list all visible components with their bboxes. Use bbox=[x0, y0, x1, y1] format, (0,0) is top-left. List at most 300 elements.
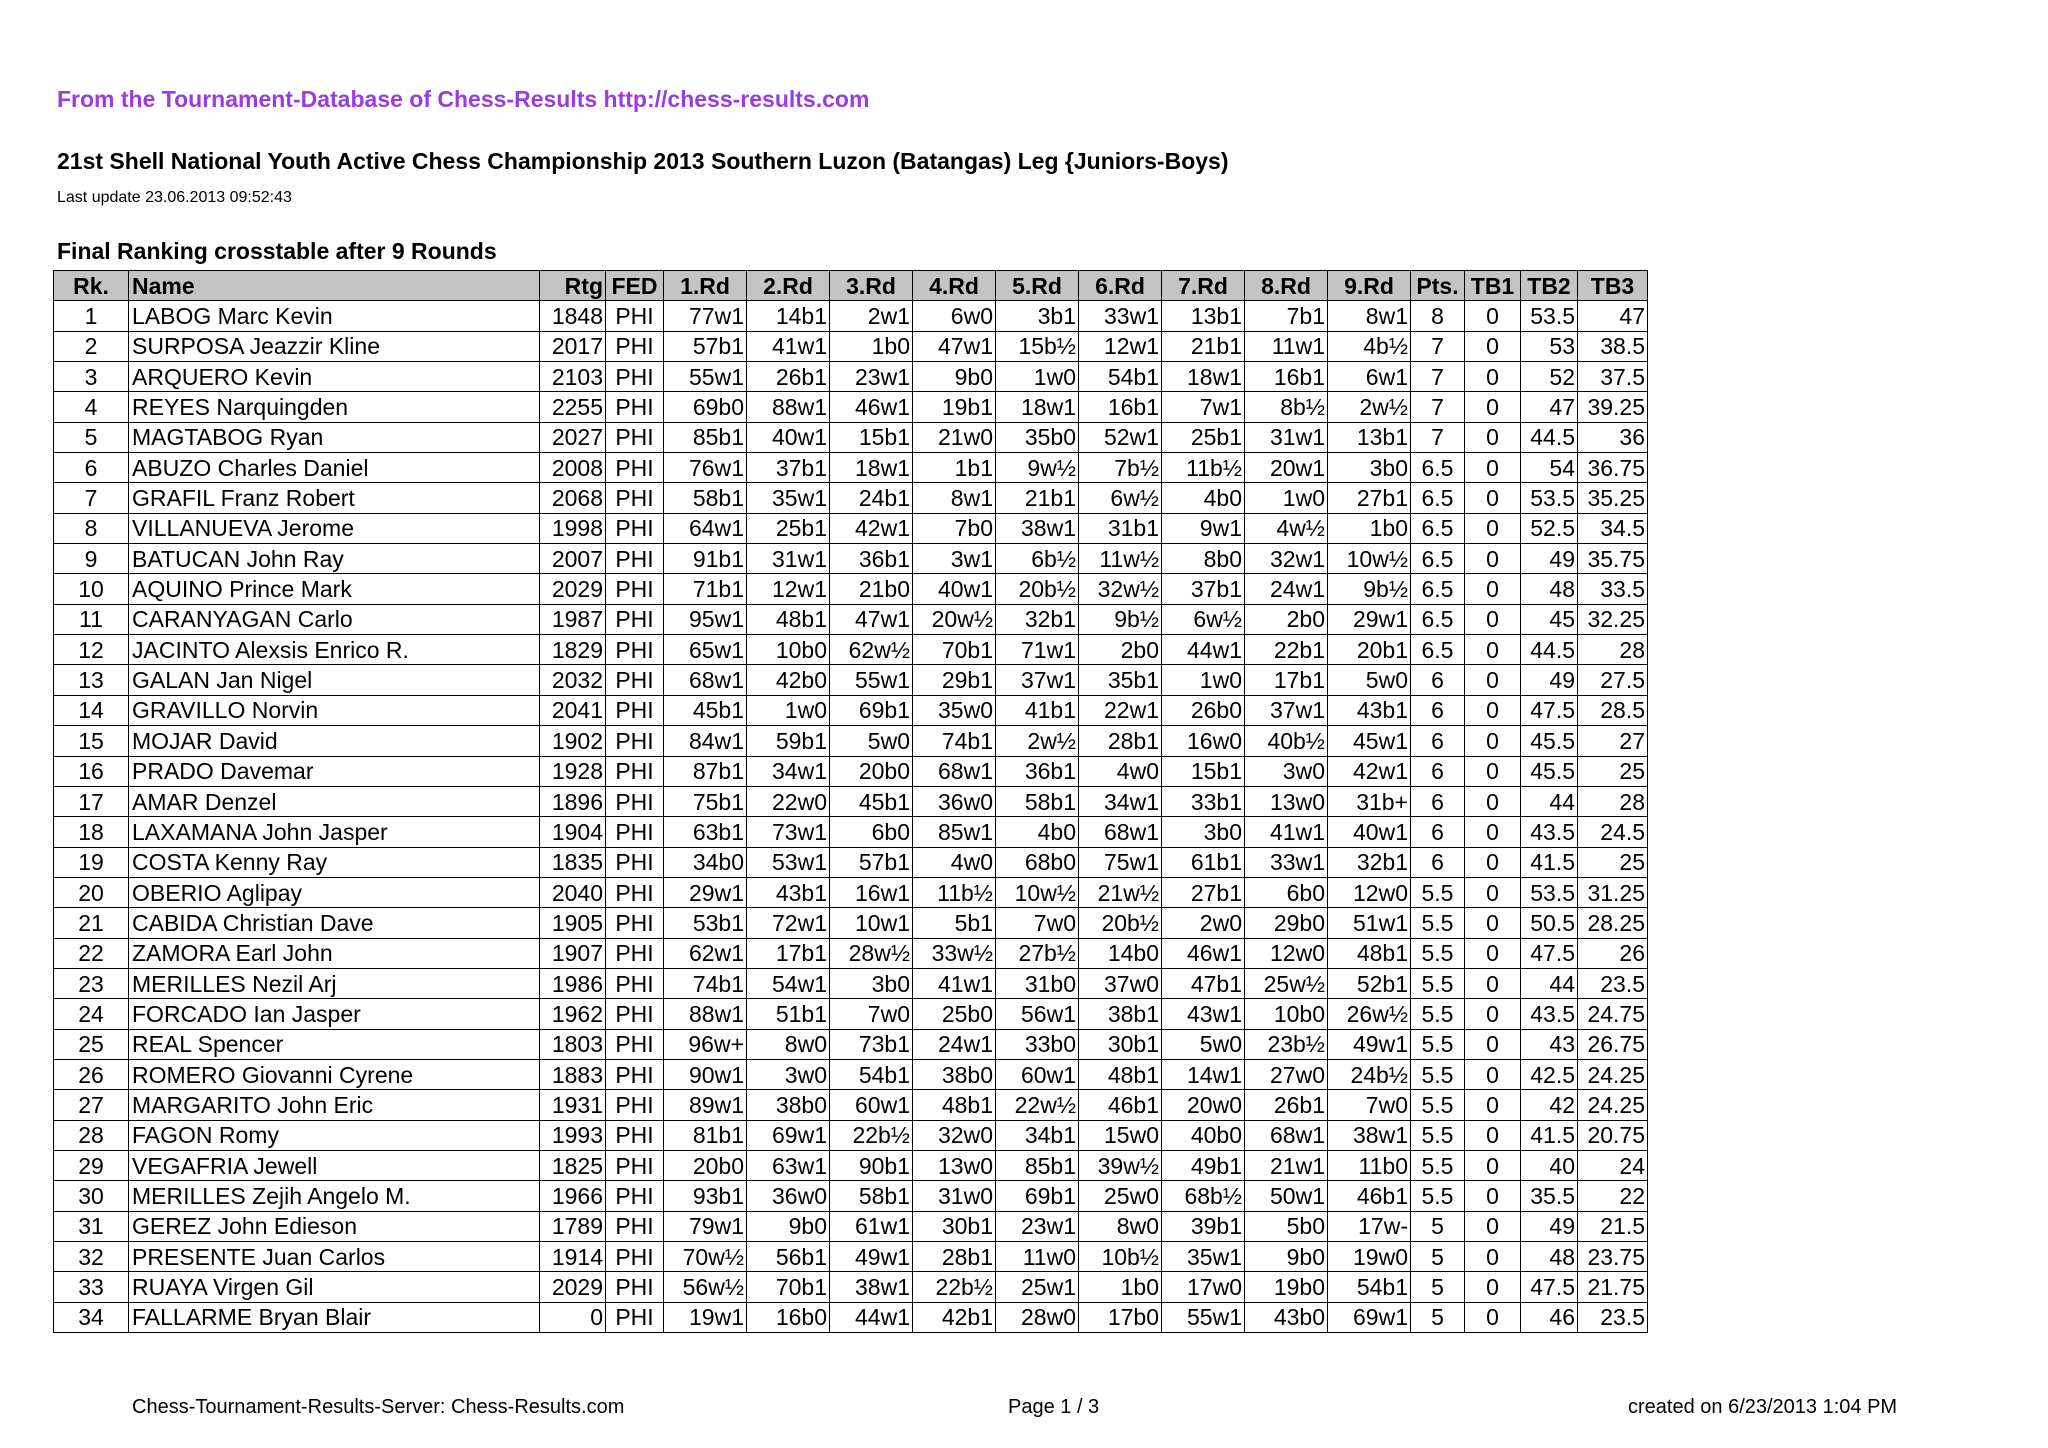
cell-round-5: 15b½ bbox=[996, 331, 1079, 361]
cell-round-2: 70b1 bbox=[747, 1272, 830, 1302]
cell-round-9: 26w½ bbox=[1328, 999, 1411, 1029]
last-update: Last update 23.06.2013 09:52:43 bbox=[57, 189, 292, 206]
cell-rank: 2 bbox=[54, 331, 129, 361]
cell-round-2: 26b1 bbox=[747, 362, 830, 392]
cell-federation: PHI bbox=[606, 756, 664, 786]
cell-federation: PHI bbox=[606, 1120, 664, 1150]
cell-round-9: 24b½ bbox=[1328, 1059, 1411, 1089]
cell-round-3: 60w1 bbox=[830, 1090, 913, 1120]
cell-tb2: 53 bbox=[1521, 331, 1578, 361]
cell-federation: PHI bbox=[606, 392, 664, 422]
cell-tb2: 53.5 bbox=[1521, 483, 1578, 513]
cell-tb2: 40 bbox=[1521, 1150, 1578, 1180]
cell-round-8: 40b½ bbox=[1245, 726, 1328, 756]
cell-tb1: 0 bbox=[1465, 1302, 1521, 1332]
cell-round-9: 13b1 bbox=[1328, 422, 1411, 452]
cell-round-5: 35b0 bbox=[996, 422, 1079, 452]
cell-round-3: 3b0 bbox=[830, 968, 913, 998]
table-row bbox=[54, 1181, 1648, 1211]
cell-round-8: 29b0 bbox=[1245, 908, 1328, 938]
cell-round-6: 14b0 bbox=[1079, 938, 1162, 968]
cell-round-2: 72w1 bbox=[747, 908, 830, 938]
footer-server: Chess-Tournament-Results-Server: Chess-Results.com bbox=[132, 1396, 625, 1418]
cell-name: GALAN Jan Nigel bbox=[129, 665, 540, 695]
cell-round-9: 38w1 bbox=[1328, 1120, 1411, 1150]
table-row bbox=[54, 665, 1648, 695]
cell-round-4: 40w1 bbox=[913, 574, 996, 604]
cell-round-4: 74b1 bbox=[913, 726, 996, 756]
cell-round-1: 93b1 bbox=[664, 1181, 747, 1211]
cell-round-3: 10w1 bbox=[830, 908, 913, 938]
cell-name: RUAYA Virgen Gil bbox=[129, 1272, 540, 1302]
cell-rating: 2103 bbox=[540, 362, 606, 392]
cell-rating: 1883 bbox=[540, 1059, 606, 1089]
cell-round-2: 42b0 bbox=[747, 665, 830, 695]
cell-round-6: 32w½ bbox=[1079, 574, 1162, 604]
cell-rating: 2068 bbox=[540, 483, 606, 513]
cell-rank: 9 bbox=[54, 544, 129, 574]
table-row bbox=[54, 483, 1648, 513]
cell-rating: 2029 bbox=[540, 1272, 606, 1302]
table-row bbox=[54, 1059, 1648, 1089]
table-row bbox=[54, 1272, 1648, 1302]
cell-round-4: 1b1 bbox=[913, 453, 996, 483]
cell-rating: 1904 bbox=[540, 817, 606, 847]
cell-name: PRESENTE Juan Carlos bbox=[129, 1242, 540, 1272]
cell-tb3: 37.5 bbox=[1578, 362, 1648, 392]
cell-round-9: 54b1 bbox=[1328, 1272, 1411, 1302]
cell-points: 5.5 bbox=[1411, 938, 1465, 968]
cell-round-1: 53b1 bbox=[664, 908, 747, 938]
cell-round-4: 48b1 bbox=[913, 1090, 996, 1120]
cell-round-9: 46b1 bbox=[1328, 1181, 1411, 1211]
cell-rating: 2255 bbox=[540, 392, 606, 422]
cell-tb3: 21.75 bbox=[1578, 1272, 1648, 1302]
cell-round-8: 50w1 bbox=[1245, 1181, 1328, 1211]
cell-tb2: 45 bbox=[1521, 604, 1578, 634]
cell-tb2: 46 bbox=[1521, 1302, 1578, 1332]
table-row bbox=[54, 331, 1648, 361]
cell-rank: 31 bbox=[54, 1211, 129, 1241]
cell-round-5: 4b0 bbox=[996, 817, 1079, 847]
cell-tb1: 0 bbox=[1465, 301, 1521, 331]
cell-tb3: 47 bbox=[1578, 301, 1648, 331]
cell-tb1: 0 bbox=[1465, 1211, 1521, 1241]
cell-round-6: 12w1 bbox=[1079, 331, 1162, 361]
cell-round-6: 21w½ bbox=[1079, 877, 1162, 907]
footer-created-date: created on 6/23/2013 1:04 PM bbox=[1628, 1396, 1898, 1418]
column-header-points: Pts. bbox=[1411, 271, 1465, 301]
cell-round-2: 48b1 bbox=[747, 604, 830, 634]
cell-rank: 4 bbox=[54, 392, 129, 422]
cell-tb3: 26.75 bbox=[1578, 1029, 1648, 1059]
column-header-tb3: TB3 bbox=[1578, 271, 1648, 301]
cell-round-8: 23b½ bbox=[1245, 1029, 1328, 1059]
footer-page-number: Page 1 / 3 bbox=[1008, 1396, 1100, 1418]
cell-round-2: 36w0 bbox=[747, 1181, 830, 1211]
cell-round-1: 81b1 bbox=[664, 1120, 747, 1150]
cell-federation: PHI bbox=[606, 1150, 664, 1180]
column-header-name: Name bbox=[129, 271, 540, 301]
cell-tb3: 32.25 bbox=[1578, 604, 1648, 634]
cell-federation: PHI bbox=[606, 938, 664, 968]
cell-rank: 19 bbox=[54, 847, 129, 877]
cell-rank: 30 bbox=[54, 1181, 129, 1211]
cell-round-9: 51w1 bbox=[1328, 908, 1411, 938]
cell-rank: 18 bbox=[54, 817, 129, 847]
cell-round-3: 73b1 bbox=[830, 1029, 913, 1059]
cell-round-7: 1w0 bbox=[1162, 665, 1245, 695]
cell-federation: PHI bbox=[606, 483, 664, 513]
table-row bbox=[54, 786, 1648, 816]
cell-round-5: 6b½ bbox=[996, 544, 1079, 574]
cell-round-9: 43b1 bbox=[1328, 695, 1411, 725]
cell-name: AQUINO Prince Mark bbox=[129, 574, 540, 604]
cell-points: 5.5 bbox=[1411, 1059, 1465, 1089]
cell-round-7: 11b½ bbox=[1162, 453, 1245, 483]
cell-round-2: 43b1 bbox=[747, 877, 830, 907]
cell-tb2: 42.5 bbox=[1521, 1059, 1578, 1089]
cell-tb3: 23.5 bbox=[1578, 1302, 1648, 1332]
cell-federation: PHI bbox=[606, 301, 664, 331]
cell-points: 6 bbox=[1411, 847, 1465, 877]
cell-round-4: 5b1 bbox=[913, 908, 996, 938]
cell-rating: 2007 bbox=[540, 544, 606, 574]
cell-round-1: 55w1 bbox=[664, 362, 747, 392]
cell-name: MERILLES Nezil Arj bbox=[129, 968, 540, 998]
cell-tb1: 0 bbox=[1465, 847, 1521, 877]
cell-tb2: 50.5 bbox=[1521, 908, 1578, 938]
cell-round-1: 89w1 bbox=[664, 1090, 747, 1120]
cell-round-5: 27b½ bbox=[996, 938, 1079, 968]
cell-round-5: 33b0 bbox=[996, 1029, 1079, 1059]
column-header-federation: FED bbox=[606, 271, 664, 301]
column-header-round-6: 6.Rd bbox=[1079, 271, 1162, 301]
cell-round-8: 11w1 bbox=[1245, 331, 1328, 361]
cell-round-9: 7w0 bbox=[1328, 1090, 1411, 1120]
cell-round-8: 2b0 bbox=[1245, 604, 1328, 634]
cell-round-7: 33b1 bbox=[1162, 786, 1245, 816]
cell-round-9: 9b½ bbox=[1328, 574, 1411, 604]
cell-name: GRAFIL Franz Robert bbox=[129, 483, 540, 513]
cell-round-6: 8w0 bbox=[1079, 1211, 1162, 1241]
cell-round-3: 24b1 bbox=[830, 483, 913, 513]
cell-round-6: 52w1 bbox=[1079, 422, 1162, 452]
table-row bbox=[54, 392, 1648, 422]
cell-round-9: 4b½ bbox=[1328, 331, 1411, 361]
cell-round-6: 9b½ bbox=[1079, 604, 1162, 634]
cell-name: REAL Spencer bbox=[129, 1029, 540, 1059]
cell-tb3: 28.5 bbox=[1578, 695, 1648, 725]
cell-tb1: 0 bbox=[1465, 817, 1521, 847]
cell-tb2: 45.5 bbox=[1521, 726, 1578, 756]
cell-tb1: 0 bbox=[1465, 756, 1521, 786]
cell-rank: 12 bbox=[54, 635, 129, 665]
cell-round-4: 29b1 bbox=[913, 665, 996, 695]
cell-round-3: 6b0 bbox=[830, 817, 913, 847]
cell-tb2: 52 bbox=[1521, 362, 1578, 392]
cell-round-2: 53w1 bbox=[747, 847, 830, 877]
cell-tb1: 0 bbox=[1465, 1242, 1521, 1272]
cell-name: FORCADO Ian Jasper bbox=[129, 999, 540, 1029]
cell-rating: 1803 bbox=[540, 1029, 606, 1059]
cell-name: FALLARME Bryan Blair bbox=[129, 1302, 540, 1332]
cell-round-7: 7w1 bbox=[1162, 392, 1245, 422]
cell-name: ZAMORA Earl John bbox=[129, 938, 540, 968]
cell-rank: 24 bbox=[54, 999, 129, 1029]
table-row bbox=[54, 574, 1648, 604]
table-row bbox=[54, 362, 1648, 392]
cell-federation: PHI bbox=[606, 786, 664, 816]
cell-round-3: 36b1 bbox=[830, 544, 913, 574]
cell-tb3: 24.25 bbox=[1578, 1090, 1648, 1120]
cell-federation: PHI bbox=[606, 362, 664, 392]
cell-round-7: 8b0 bbox=[1162, 544, 1245, 574]
cell-round-2: 12w1 bbox=[747, 574, 830, 604]
cell-round-5: 21b1 bbox=[996, 483, 1079, 513]
cell-name: MOJAR David bbox=[129, 726, 540, 756]
cell-points: 5.5 bbox=[1411, 1120, 1465, 1150]
column-header-round-5: 5.Rd bbox=[996, 271, 1079, 301]
cell-rating: 2027 bbox=[540, 422, 606, 452]
cell-round-5: 25w1 bbox=[996, 1272, 1079, 1302]
cell-round-8: 37w1 bbox=[1245, 695, 1328, 725]
table-row bbox=[54, 847, 1648, 877]
cell-tb3: 24.25 bbox=[1578, 1059, 1648, 1089]
cell-round-5: 60w1 bbox=[996, 1059, 1079, 1089]
cell-rank: 23 bbox=[54, 968, 129, 998]
cell-rating: 1907 bbox=[540, 938, 606, 968]
cell-round-6: 20b½ bbox=[1079, 908, 1162, 938]
cell-tb1: 0 bbox=[1465, 877, 1521, 907]
cell-tb2: 47.5 bbox=[1521, 695, 1578, 725]
cell-round-5: 58b1 bbox=[996, 786, 1079, 816]
cell-tb1: 0 bbox=[1465, 665, 1521, 695]
table-row bbox=[54, 817, 1648, 847]
column-header-round-8: 8.Rd bbox=[1245, 271, 1328, 301]
cell-points: 5.5 bbox=[1411, 1090, 1465, 1120]
cell-tb1: 0 bbox=[1465, 695, 1521, 725]
cell-round-8: 68w1 bbox=[1245, 1120, 1328, 1150]
cell-federation: PHI bbox=[606, 544, 664, 574]
cell-round-8: 24w1 bbox=[1245, 574, 1328, 604]
cell-tb3: 33.5 bbox=[1578, 574, 1648, 604]
cell-round-9: 3b0 bbox=[1328, 453, 1411, 483]
cell-round-8: 8b½ bbox=[1245, 392, 1328, 422]
cell-round-6: 4w0 bbox=[1079, 756, 1162, 786]
cell-round-2: 35w1 bbox=[747, 483, 830, 513]
cell-name: MERILLES Zejih Angelo M. bbox=[129, 1181, 540, 1211]
cell-round-1: 76w1 bbox=[664, 453, 747, 483]
cell-round-8: 31w1 bbox=[1245, 422, 1328, 452]
cell-federation: PHI bbox=[606, 1181, 664, 1211]
cell-name: AMAR Denzel bbox=[129, 786, 540, 816]
cell-points: 6 bbox=[1411, 817, 1465, 847]
cell-rating: 1789 bbox=[540, 1211, 606, 1241]
cell-round-5: 31b0 bbox=[996, 968, 1079, 998]
cell-points: 6.5 bbox=[1411, 604, 1465, 634]
cell-round-3: 42w1 bbox=[830, 513, 913, 543]
cell-name: GEREZ John Edieson bbox=[129, 1211, 540, 1241]
header-row bbox=[54, 271, 1648, 301]
cell-round-3: 58b1 bbox=[830, 1181, 913, 1211]
cell-tb3: 25 bbox=[1578, 756, 1648, 786]
cell-tb1: 0 bbox=[1465, 1181, 1521, 1211]
cell-round-7: 68b½ bbox=[1162, 1181, 1245, 1211]
cell-round-4: 24w1 bbox=[913, 1029, 996, 1059]
cell-tb2: 45.5 bbox=[1521, 756, 1578, 786]
cell-round-7: 9w1 bbox=[1162, 513, 1245, 543]
cell-federation: PHI bbox=[606, 1059, 664, 1089]
cell-rank: 5 bbox=[54, 422, 129, 452]
cell-round-2: 9b0 bbox=[747, 1211, 830, 1241]
cell-round-8: 3w0 bbox=[1245, 756, 1328, 786]
cell-federation: PHI bbox=[606, 665, 664, 695]
cell-rating: 1825 bbox=[540, 1150, 606, 1180]
cell-round-3: 47w1 bbox=[830, 604, 913, 634]
cell-round-8: 43b0 bbox=[1245, 1302, 1328, 1332]
cell-round-1: 65w1 bbox=[664, 635, 747, 665]
cell-round-8: 7b1 bbox=[1245, 301, 1328, 331]
cell-tb2: 41.5 bbox=[1521, 847, 1578, 877]
table-row bbox=[54, 968, 1648, 998]
cell-tb2: 44.5 bbox=[1521, 635, 1578, 665]
cell-tb3: 38.5 bbox=[1578, 331, 1648, 361]
cell-round-8: 21w1 bbox=[1245, 1150, 1328, 1180]
cell-round-1: 90w1 bbox=[664, 1059, 747, 1089]
cell-rating: 1931 bbox=[540, 1090, 606, 1120]
cell-rank: 15 bbox=[54, 726, 129, 756]
column-header-tb2: TB2 bbox=[1521, 271, 1578, 301]
cell-round-6: 35b1 bbox=[1079, 665, 1162, 695]
cell-round-8: 13w0 bbox=[1245, 786, 1328, 816]
cell-name: REYES Narquingden bbox=[129, 392, 540, 422]
cell-tb1: 0 bbox=[1465, 422, 1521, 452]
cell-tb3: 34.5 bbox=[1578, 513, 1648, 543]
cell-round-5: 32b1 bbox=[996, 604, 1079, 634]
cell-round-3: 49w1 bbox=[830, 1242, 913, 1272]
cell-rating: 1962 bbox=[540, 999, 606, 1029]
cell-name: MARGARITO John Eric bbox=[129, 1090, 540, 1120]
cell-round-3: 2w1 bbox=[830, 301, 913, 331]
cell-round-6: 75w1 bbox=[1079, 847, 1162, 877]
cell-round-2: 31w1 bbox=[747, 544, 830, 574]
cell-name: BATUCAN John Ray bbox=[129, 544, 540, 574]
cell-points: 5.5 bbox=[1411, 1181, 1465, 1211]
cell-round-3: 16w1 bbox=[830, 877, 913, 907]
cell-round-1: 56w½ bbox=[664, 1272, 747, 1302]
cell-rating: 1914 bbox=[540, 1242, 606, 1272]
cell-tb1: 0 bbox=[1465, 453, 1521, 483]
cell-points: 6.5 bbox=[1411, 574, 1465, 604]
cell-round-9: 45w1 bbox=[1328, 726, 1411, 756]
cell-round-7: 17w0 bbox=[1162, 1272, 1245, 1302]
cell-round-4: 20w½ bbox=[913, 604, 996, 634]
cell-tb1: 0 bbox=[1465, 392, 1521, 422]
cell-round-8: 10b0 bbox=[1245, 999, 1328, 1029]
cell-round-4: 68w1 bbox=[913, 756, 996, 786]
cell-round-8: 33w1 bbox=[1245, 847, 1328, 877]
cell-tb1: 0 bbox=[1465, 331, 1521, 361]
cell-round-1: 75b1 bbox=[664, 786, 747, 816]
cell-points: 5.5 bbox=[1411, 999, 1465, 1029]
table-row bbox=[54, 301, 1648, 331]
cell-tb3: 36.75 bbox=[1578, 453, 1648, 483]
cell-round-8: 9b0 bbox=[1245, 1242, 1328, 1272]
column-header-rating: Rtg bbox=[540, 271, 606, 301]
cell-rating: 1998 bbox=[540, 513, 606, 543]
cell-points: 5 bbox=[1411, 1272, 1465, 1302]
table-row bbox=[54, 1120, 1648, 1150]
cell-federation: PHI bbox=[606, 817, 664, 847]
cell-rating: 1829 bbox=[540, 635, 606, 665]
cell-tb2: 44 bbox=[1521, 968, 1578, 998]
cell-round-6: 39w½ bbox=[1079, 1150, 1162, 1180]
cell-points: 5.5 bbox=[1411, 1029, 1465, 1059]
cell-round-9: 19w0 bbox=[1328, 1242, 1411, 1272]
cell-round-1: 64w1 bbox=[664, 513, 747, 543]
column-header-round-7: 7.Rd bbox=[1162, 271, 1245, 301]
cell-name: PRADO Davemar bbox=[129, 756, 540, 786]
cell-round-7: 18w1 bbox=[1162, 362, 1245, 392]
cell-round-4: 70b1 bbox=[913, 635, 996, 665]
cell-round-9: 6w1 bbox=[1328, 362, 1411, 392]
cell-round-8: 1w0 bbox=[1245, 483, 1328, 513]
cell-rank: 13 bbox=[54, 665, 129, 695]
cell-points: 5 bbox=[1411, 1211, 1465, 1241]
cell-points: 5.5 bbox=[1411, 1150, 1465, 1180]
tournament-title: 21st Shell National Youth Active Chess Championship 2013 Southern Luzon (Batangas) Leg {Juniors-Boys) bbox=[57, 148, 1229, 174]
cell-round-7: 40b0 bbox=[1162, 1120, 1245, 1150]
cell-round-4: 38b0 bbox=[913, 1059, 996, 1089]
cell-rank: 16 bbox=[54, 756, 129, 786]
cell-round-3: 45b1 bbox=[830, 786, 913, 816]
cell-tb2: 53.5 bbox=[1521, 301, 1578, 331]
source-link[interactable]: From the Tournament-Database of Chess-Results http://chess-results.com bbox=[57, 86, 870, 112]
cell-name: CABIDA Christian Dave bbox=[129, 908, 540, 938]
cell-tb3: 27.5 bbox=[1578, 665, 1648, 695]
cell-round-7: 37b1 bbox=[1162, 574, 1245, 604]
cell-round-2: 14b1 bbox=[747, 301, 830, 331]
cell-round-5: 71w1 bbox=[996, 635, 1079, 665]
cell-round-2: 8w0 bbox=[747, 1029, 830, 1059]
cell-name: MAGTABOG Ryan bbox=[129, 422, 540, 452]
cell-tb1: 0 bbox=[1465, 544, 1521, 574]
cell-round-9: 20b1 bbox=[1328, 635, 1411, 665]
cell-points: 7 bbox=[1411, 392, 1465, 422]
cell-round-9: 40w1 bbox=[1328, 817, 1411, 847]
cell-round-3: 15b1 bbox=[830, 422, 913, 452]
cell-federation: PHI bbox=[606, 422, 664, 452]
cell-round-3: 90b1 bbox=[830, 1150, 913, 1180]
cell-round-3: 28w½ bbox=[830, 938, 913, 968]
cell-tb3: 25 bbox=[1578, 847, 1648, 877]
cell-round-4: 4w0 bbox=[913, 847, 996, 877]
cell-round-2: 56b1 bbox=[747, 1242, 830, 1272]
cell-round-9: 49w1 bbox=[1328, 1029, 1411, 1059]
cell-points: 6.5 bbox=[1411, 483, 1465, 513]
cell-round-3: 18w1 bbox=[830, 453, 913, 483]
cell-round-1: 58b1 bbox=[664, 483, 747, 513]
cell-federation: PHI bbox=[606, 1090, 664, 1120]
cell-points: 6 bbox=[1411, 665, 1465, 695]
cell-tb2: 47.5 bbox=[1521, 1272, 1578, 1302]
cell-round-2: 3w0 bbox=[747, 1059, 830, 1089]
cell-tb1: 0 bbox=[1465, 1090, 1521, 1120]
cell-federation: PHI bbox=[606, 1211, 664, 1241]
cell-round-1: 84w1 bbox=[664, 726, 747, 756]
cell-round-6: 2b0 bbox=[1079, 635, 1162, 665]
